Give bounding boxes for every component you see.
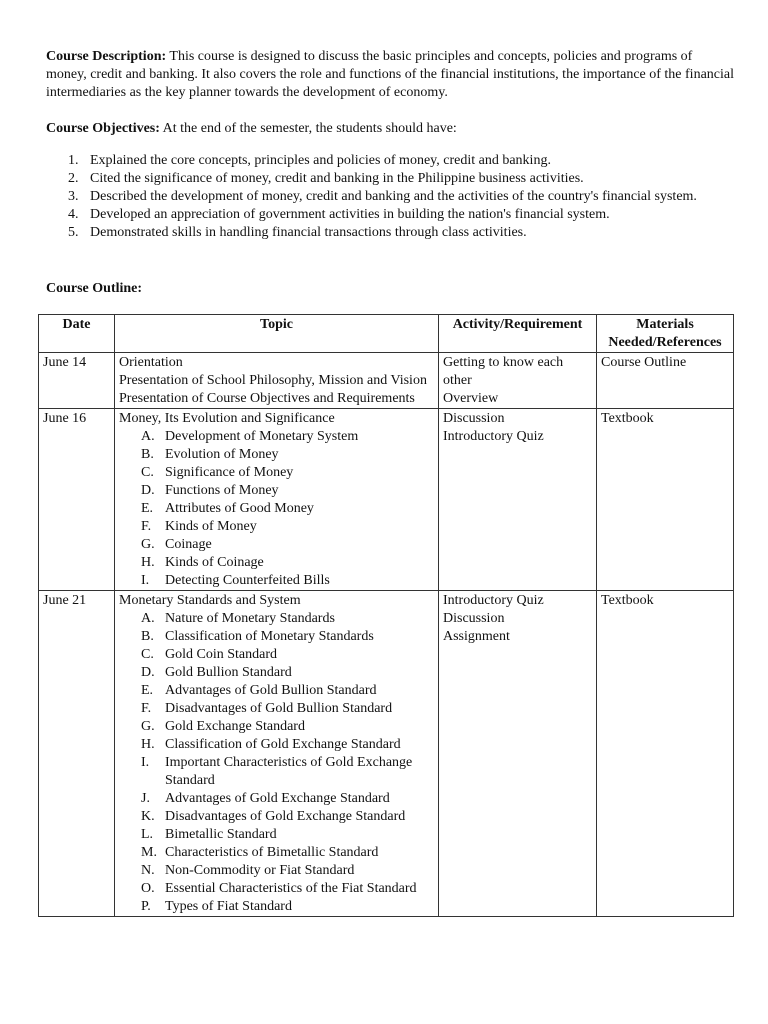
subtopic-item bbox=[119, 898, 434, 916]
subtopic-item bbox=[119, 826, 434, 844]
cell-date: June 14 bbox=[39, 353, 115, 409]
subtopic-item bbox=[119, 628, 434, 646]
cell-activity bbox=[439, 409, 597, 591]
subtopic-item bbox=[119, 464, 434, 482]
course-description-heading: Course Description: bbox=[46, 49, 167, 64]
subtopic-letter: B. bbox=[141, 629, 154, 644]
subtopic-letter: I. bbox=[141, 573, 150, 588]
header-topic: Topic bbox=[115, 315, 439, 353]
subtopic-letter: D. bbox=[141, 665, 155, 680]
subtopic-letter: B. bbox=[141, 447, 154, 462]
subtopic-letter: D. bbox=[141, 483, 155, 498]
subtopic-item bbox=[119, 482, 434, 500]
subtopic-letter: I. bbox=[141, 755, 150, 770]
cell-materials: Course Outline bbox=[597, 353, 734, 409]
subtopic-letter: A. bbox=[141, 611, 155, 626]
objective-item bbox=[46, 188, 736, 206]
subtopic-text: Characteristics of Bimetallic Standard bbox=[165, 845, 379, 860]
subtopic-item bbox=[119, 572, 434, 590]
topic-line: Money, Its Evolution and Significance bbox=[119, 411, 335, 426]
objective-number: 4. bbox=[68, 207, 79, 222]
table-header-row bbox=[39, 315, 734, 353]
subtopic-item bbox=[119, 554, 434, 572]
subtopic-item bbox=[119, 536, 434, 554]
objective-item bbox=[46, 152, 736, 170]
subtopic-item bbox=[119, 718, 434, 736]
activity-line: Getting to know each other bbox=[443, 355, 564, 388]
course-objectives-intro-text: At the end of the semester, the students should have: bbox=[159, 121, 457, 136]
subtopic-item bbox=[119, 500, 434, 518]
subtopic-item bbox=[119, 844, 434, 862]
subtopic-text: Important Characteristics of Gold Exchange Standard bbox=[165, 755, 413, 788]
subtopic-text: Advantages of Gold Bullion Standard bbox=[165, 683, 377, 698]
subtopic-text: Gold Exchange Standard bbox=[165, 719, 305, 734]
subtopic-letter: A. bbox=[141, 429, 155, 444]
objective-text: Demonstrated skills in handling financial transactions through class activities. bbox=[90, 225, 527, 240]
subtopic-letter: H. bbox=[141, 555, 155, 570]
subtopic-letter: F. bbox=[141, 701, 152, 716]
course-outline-table bbox=[38, 314, 734, 917]
course-objectives-heading: Course Objectives: bbox=[46, 121, 160, 136]
table-row bbox=[39, 591, 734, 917]
activity-line: Introductory Quiz bbox=[443, 429, 544, 444]
cell-materials: Textbook bbox=[597, 409, 734, 591]
course-description-text: This course is designed to discuss the basic principles and concepts, policies and programs of money, credit and banking. It also covers the role and functions of the financial institutions, the importance of the financial intermediaries as the key planner towards the development of economy. bbox=[46, 49, 734, 100]
table-row bbox=[39, 353, 734, 409]
subtopic-text: Classification of Gold Exchange Standard bbox=[165, 737, 401, 752]
subtopic-letter: P. bbox=[141, 899, 151, 914]
subtopic-text: Functions of Money bbox=[165, 483, 279, 498]
subtopic-text: Non-Commodity or Fiat Standard bbox=[165, 863, 355, 878]
subtopic-item bbox=[119, 610, 434, 628]
subtopic-item bbox=[119, 664, 434, 682]
activity-line: Discussion bbox=[443, 611, 505, 626]
subtopic-item bbox=[119, 736, 434, 754]
activity-line: Discussion bbox=[443, 411, 505, 426]
course-description bbox=[46, 48, 736, 102]
subtopic-item bbox=[119, 862, 434, 880]
objective-text: Described the development of money, credit and banking and the activities of the country's financial system. bbox=[90, 189, 697, 204]
subtopic-letter: M. bbox=[141, 845, 157, 860]
course-outline-heading: Course Outline: bbox=[46, 281, 143, 296]
table-row bbox=[39, 409, 734, 591]
cell-topic bbox=[115, 353, 439, 409]
objective-item bbox=[46, 224, 736, 242]
objectives-list bbox=[46, 152, 736, 242]
cell-date: June 16 bbox=[39, 409, 115, 591]
objective-text: Explained the core concepts, principles and policies of money, credit and banking. bbox=[90, 153, 551, 168]
subtopic-text: Bimetallic Standard bbox=[165, 827, 277, 842]
subtopic-text: Types of Fiat Standard bbox=[165, 899, 292, 914]
objective-number: 3. bbox=[68, 189, 79, 204]
subtopic-letter: O. bbox=[141, 881, 155, 896]
subtopic-text: Evolution of Money bbox=[165, 447, 279, 462]
subtopic-letter: C. bbox=[141, 465, 154, 480]
cell-topic bbox=[115, 409, 439, 591]
objective-text: Developed an appreciation of government activities in building the nation's financial system. bbox=[90, 207, 610, 222]
subtopic-letter: L. bbox=[141, 827, 154, 842]
subtopic-item bbox=[119, 646, 434, 664]
subtopic-item bbox=[119, 808, 434, 826]
subtopic-letter: H. bbox=[141, 737, 155, 752]
subtopic-item bbox=[119, 682, 434, 700]
subtopic-text: Advantages of Gold Exchange Standard bbox=[165, 791, 390, 806]
subtopic-item bbox=[119, 790, 434, 808]
subtopic-item bbox=[119, 446, 434, 464]
activity-line: Overview bbox=[443, 391, 499, 406]
subtopic-text: Development of Monetary System bbox=[165, 429, 359, 444]
topic-line: Monetary Standards and System bbox=[119, 593, 301, 608]
subtopic-text: Nature of Monetary Standards bbox=[165, 611, 335, 626]
course-objectives-intro bbox=[46, 120, 736, 138]
subtopic-list bbox=[119, 610, 434, 916]
cell-activity bbox=[439, 353, 597, 409]
subtopic-letter: C. bbox=[141, 647, 154, 662]
objective-number: 2. bbox=[68, 171, 79, 186]
header-materials: Materials Needed/References bbox=[597, 315, 734, 353]
objective-number: 5. bbox=[68, 225, 79, 240]
subtopic-text: Attributes of Good Money bbox=[165, 501, 314, 516]
subtopic-letter: G. bbox=[141, 537, 155, 552]
objective-item bbox=[46, 170, 736, 188]
subtopic-text: Significance of Money bbox=[165, 465, 294, 480]
subtopic-letter: N. bbox=[141, 863, 155, 878]
subtopic-text: Coinage bbox=[165, 537, 212, 552]
subtopic-text: Kinds of Coinage bbox=[165, 555, 264, 570]
subtopic-item bbox=[119, 518, 434, 536]
outline-body bbox=[39, 353, 734, 917]
subtopic-letter: G. bbox=[141, 719, 155, 734]
subtopic-text: Gold Coin Standard bbox=[165, 647, 277, 662]
topic-line: Orientation bbox=[119, 355, 183, 370]
subtopic-list bbox=[119, 428, 434, 590]
subtopic-letter: J. bbox=[141, 791, 150, 806]
subtopic-text: Disadvantages of Gold Exchange Standard bbox=[165, 809, 406, 824]
subtopic-item bbox=[119, 880, 434, 898]
subtopic-letter: E. bbox=[141, 683, 154, 698]
header-date: Date bbox=[39, 315, 115, 353]
subtopic-letter: K. bbox=[141, 809, 155, 824]
cell-materials: Textbook bbox=[597, 591, 734, 917]
header-activity: Activity/Requirement bbox=[439, 315, 597, 353]
activity-line: Assignment bbox=[443, 629, 510, 644]
subtopic-text: Kinds of Money bbox=[165, 519, 257, 534]
objective-item bbox=[46, 206, 736, 224]
objective-number: 1. bbox=[68, 153, 79, 168]
subtopic-text: Essential Characteristics of the Fiat Standard bbox=[165, 881, 417, 896]
topic-line: Presentation of Course Objectives and Requirements bbox=[119, 391, 415, 406]
cell-date: June 21 bbox=[39, 591, 115, 917]
subtopic-text: Disadvantages of Gold Bullion Standard bbox=[165, 701, 393, 716]
subtopic-text: Classification of Monetary Standards bbox=[165, 629, 374, 644]
objective-text: Cited the significance of money, credit and banking in the Philippine business activities. bbox=[90, 171, 584, 186]
subtopic-item bbox=[119, 754, 434, 790]
subtopic-item bbox=[119, 700, 434, 718]
subtopic-letter: F. bbox=[141, 519, 152, 534]
subtopic-text: Gold Bullion Standard bbox=[165, 665, 292, 680]
subtopic-text: Detecting Counterfeited Bills bbox=[165, 573, 330, 588]
subtopic-item bbox=[119, 428, 434, 446]
topic-line: Presentation of School Philosophy, Mission and Vision bbox=[119, 373, 427, 388]
cell-topic bbox=[115, 591, 439, 917]
subtopic-letter: E. bbox=[141, 501, 154, 516]
cell-activity bbox=[439, 591, 597, 917]
activity-line: Introductory Quiz bbox=[443, 593, 544, 608]
